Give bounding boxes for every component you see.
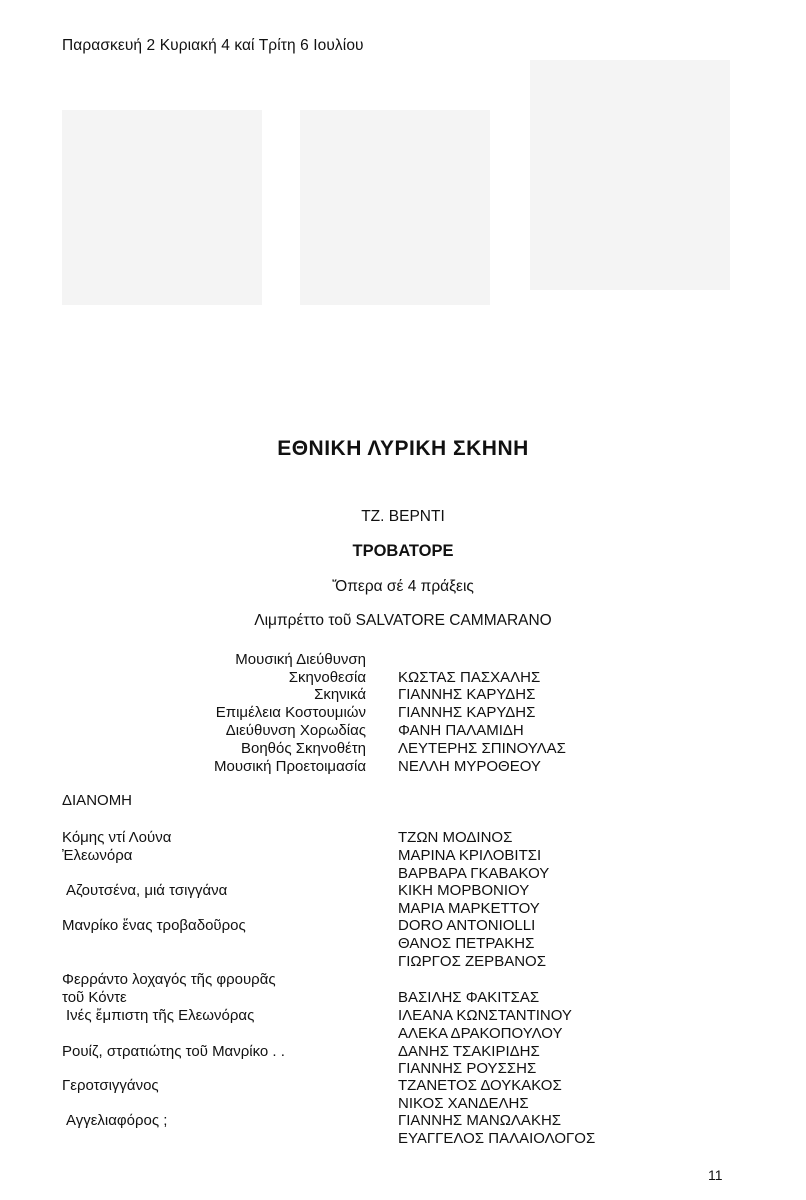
crew-role: Επιμέλεια Κοστουμιών (215, 704, 366, 721)
cast-name: ΕΥΑΓΓΕΛΟΣ ΠΑΛΑΙΟΛΟΓΟΣ (398, 1130, 596, 1147)
cast-name: ΔΑΝΗΣ ΤΣΑΚΙΡΙΔΗΣ (398, 1043, 540, 1060)
cast-name: DORO ANTONIOLLI (398, 917, 536, 934)
crew-role: Μουσική Προετοιμασία (214, 758, 366, 775)
cast-name: ΝΙΚΟΣ ΧΑΝΔΕΛΗΣ (398, 1095, 529, 1112)
crew-role: Μουσική Διεύθυνση (235, 651, 366, 668)
cast-name: ΒΑΣΙΛΗΣ ΦΑΚΙΤΣΑΣ (398, 989, 540, 1006)
cast-name: ΒΑΡΒΑΡΑ ΓΚΑΒΑΚΟΥ (398, 865, 550, 882)
cast-name: ΓΙΑΝΝΗΣ ΜΑΝΩΛΑΚΗΣ (398, 1112, 562, 1129)
crew-role: Σκηνοθεσία (288, 669, 366, 686)
crew-name: ΓΙΑΝΝΗΣ ΚΑΡΥΔΗΣ (398, 704, 536, 721)
cast-role: Ἐλεωνόρα (62, 847, 133, 864)
cast-role: Φερράντο λοχαγός τῆς φρουρᾶς (62, 971, 276, 988)
cast-name: ΜΑΡΙΑ ΜΑΡΚΕΤΤΟΥ (398, 900, 540, 917)
cast-name: ΘΑΝΟΣ ΠΕΤΡΑΚΗΣ (398, 935, 535, 952)
cast-name: ΑΛΕΚΑ ΔΡΑΚΟΠΟΥΛΟΥ (398, 1025, 563, 1042)
cast-name: ΓΙΑΝΝΗΣ ΡΟΥΣΣΗΣ (398, 1060, 537, 1077)
crew-name: ΚΩΣΤΑΣ ΠΑΣΧΑΛΗΣ (398, 669, 541, 686)
cast-name: ΜΑΡΙΝΑ ΚΡΙΛΟΒΙΤΣΙ (398, 847, 542, 864)
crew-name: ΝΕΛΛΗ ΜΥΡΟΘΕΟΥ (398, 758, 541, 775)
crew-name: ΦΑΝΗ ΠΑΛΑΜΙΔΗ (398, 722, 524, 739)
cast-name: ΚΙΚΗ ΜΟΡΒΟΝΙΟΥ (398, 882, 530, 899)
libretto-credit: Λιμπρέττο τοῦ SALVATORE CAMMARANO (254, 612, 552, 629)
bleed-through-center (300, 110, 490, 305)
cast-name: ΓΙΩΡΓΟΣ ΖΕΡΒΑΝΟΣ (398, 953, 546, 970)
opera-title: ΤΡΟΒΑΤΟΡΕ (352, 542, 454, 560)
page-number: 11 (708, 1167, 723, 1183)
cast-role: Ινές ἔμπιστη τῆς Ελεωνόρας (66, 1007, 255, 1024)
crew-role: Διεύθυνση Χορωδίας (225, 722, 366, 739)
crew-name: ΛΕΥΤΕΡΗΣ ΣΠΙΝΟΥΛΑΣ (398, 740, 566, 757)
cast-role: Κόμης ντί Λούνα (62, 829, 172, 846)
bleed-through-right (530, 60, 730, 290)
cast-role: Μανρίκο ἕνας τροβαδοῦρος (62, 917, 246, 934)
cast-role: τοῦ Κόντε (62, 989, 127, 1006)
composer-name: ΤΖ. ΒΕΡΝΤΙ (361, 508, 445, 525)
cast-role: Αγγελιαφόρος ; (66, 1112, 168, 1129)
opera-subtitle: Ὄπερα σέ 4 πράξεις (332, 578, 474, 595)
performance-dates: Παρασκευή 2 Κυριακή 4 καί Τρίτη 6 Ιουλίου (62, 37, 364, 54)
cast-role: Γεροτσιγγάνος (62, 1077, 159, 1094)
cast-role: Ρουίζ, στρατιώτης τοῦ Μανρίκο . . (62, 1043, 285, 1060)
cast-heading: ΔΙΑΝΟΜΗ (62, 792, 133, 809)
crew-role: Σκηνικά (314, 686, 366, 703)
cast-name: ΙΛΕΑΝΑ ΚΩΝΣΤΑΝΤΙΝΟΥ (398, 1007, 572, 1024)
company-title: ΕΘΝΙΚΗ ΛΥΡΙΚΗ ΣΚΗΝΗ (277, 437, 529, 460)
crew-name: ΓΙΑΝΝΗΣ ΚΑΡΥΔΗΣ (398, 686, 536, 703)
cast-role: Αζουτσένα, μιά τσιγγάνα (66, 882, 228, 899)
crew-role: Βοηθός Σκηνοθέτη (240, 740, 366, 757)
bleed-through-left (62, 110, 262, 305)
cast-name: ΤΖΩΝ ΜΟΔΙΝΟΣ (398, 829, 513, 846)
cast-name: ΤΖΑΝΕΤΟΣ ΔΟΥΚΑΚΟΣ (398, 1077, 562, 1094)
